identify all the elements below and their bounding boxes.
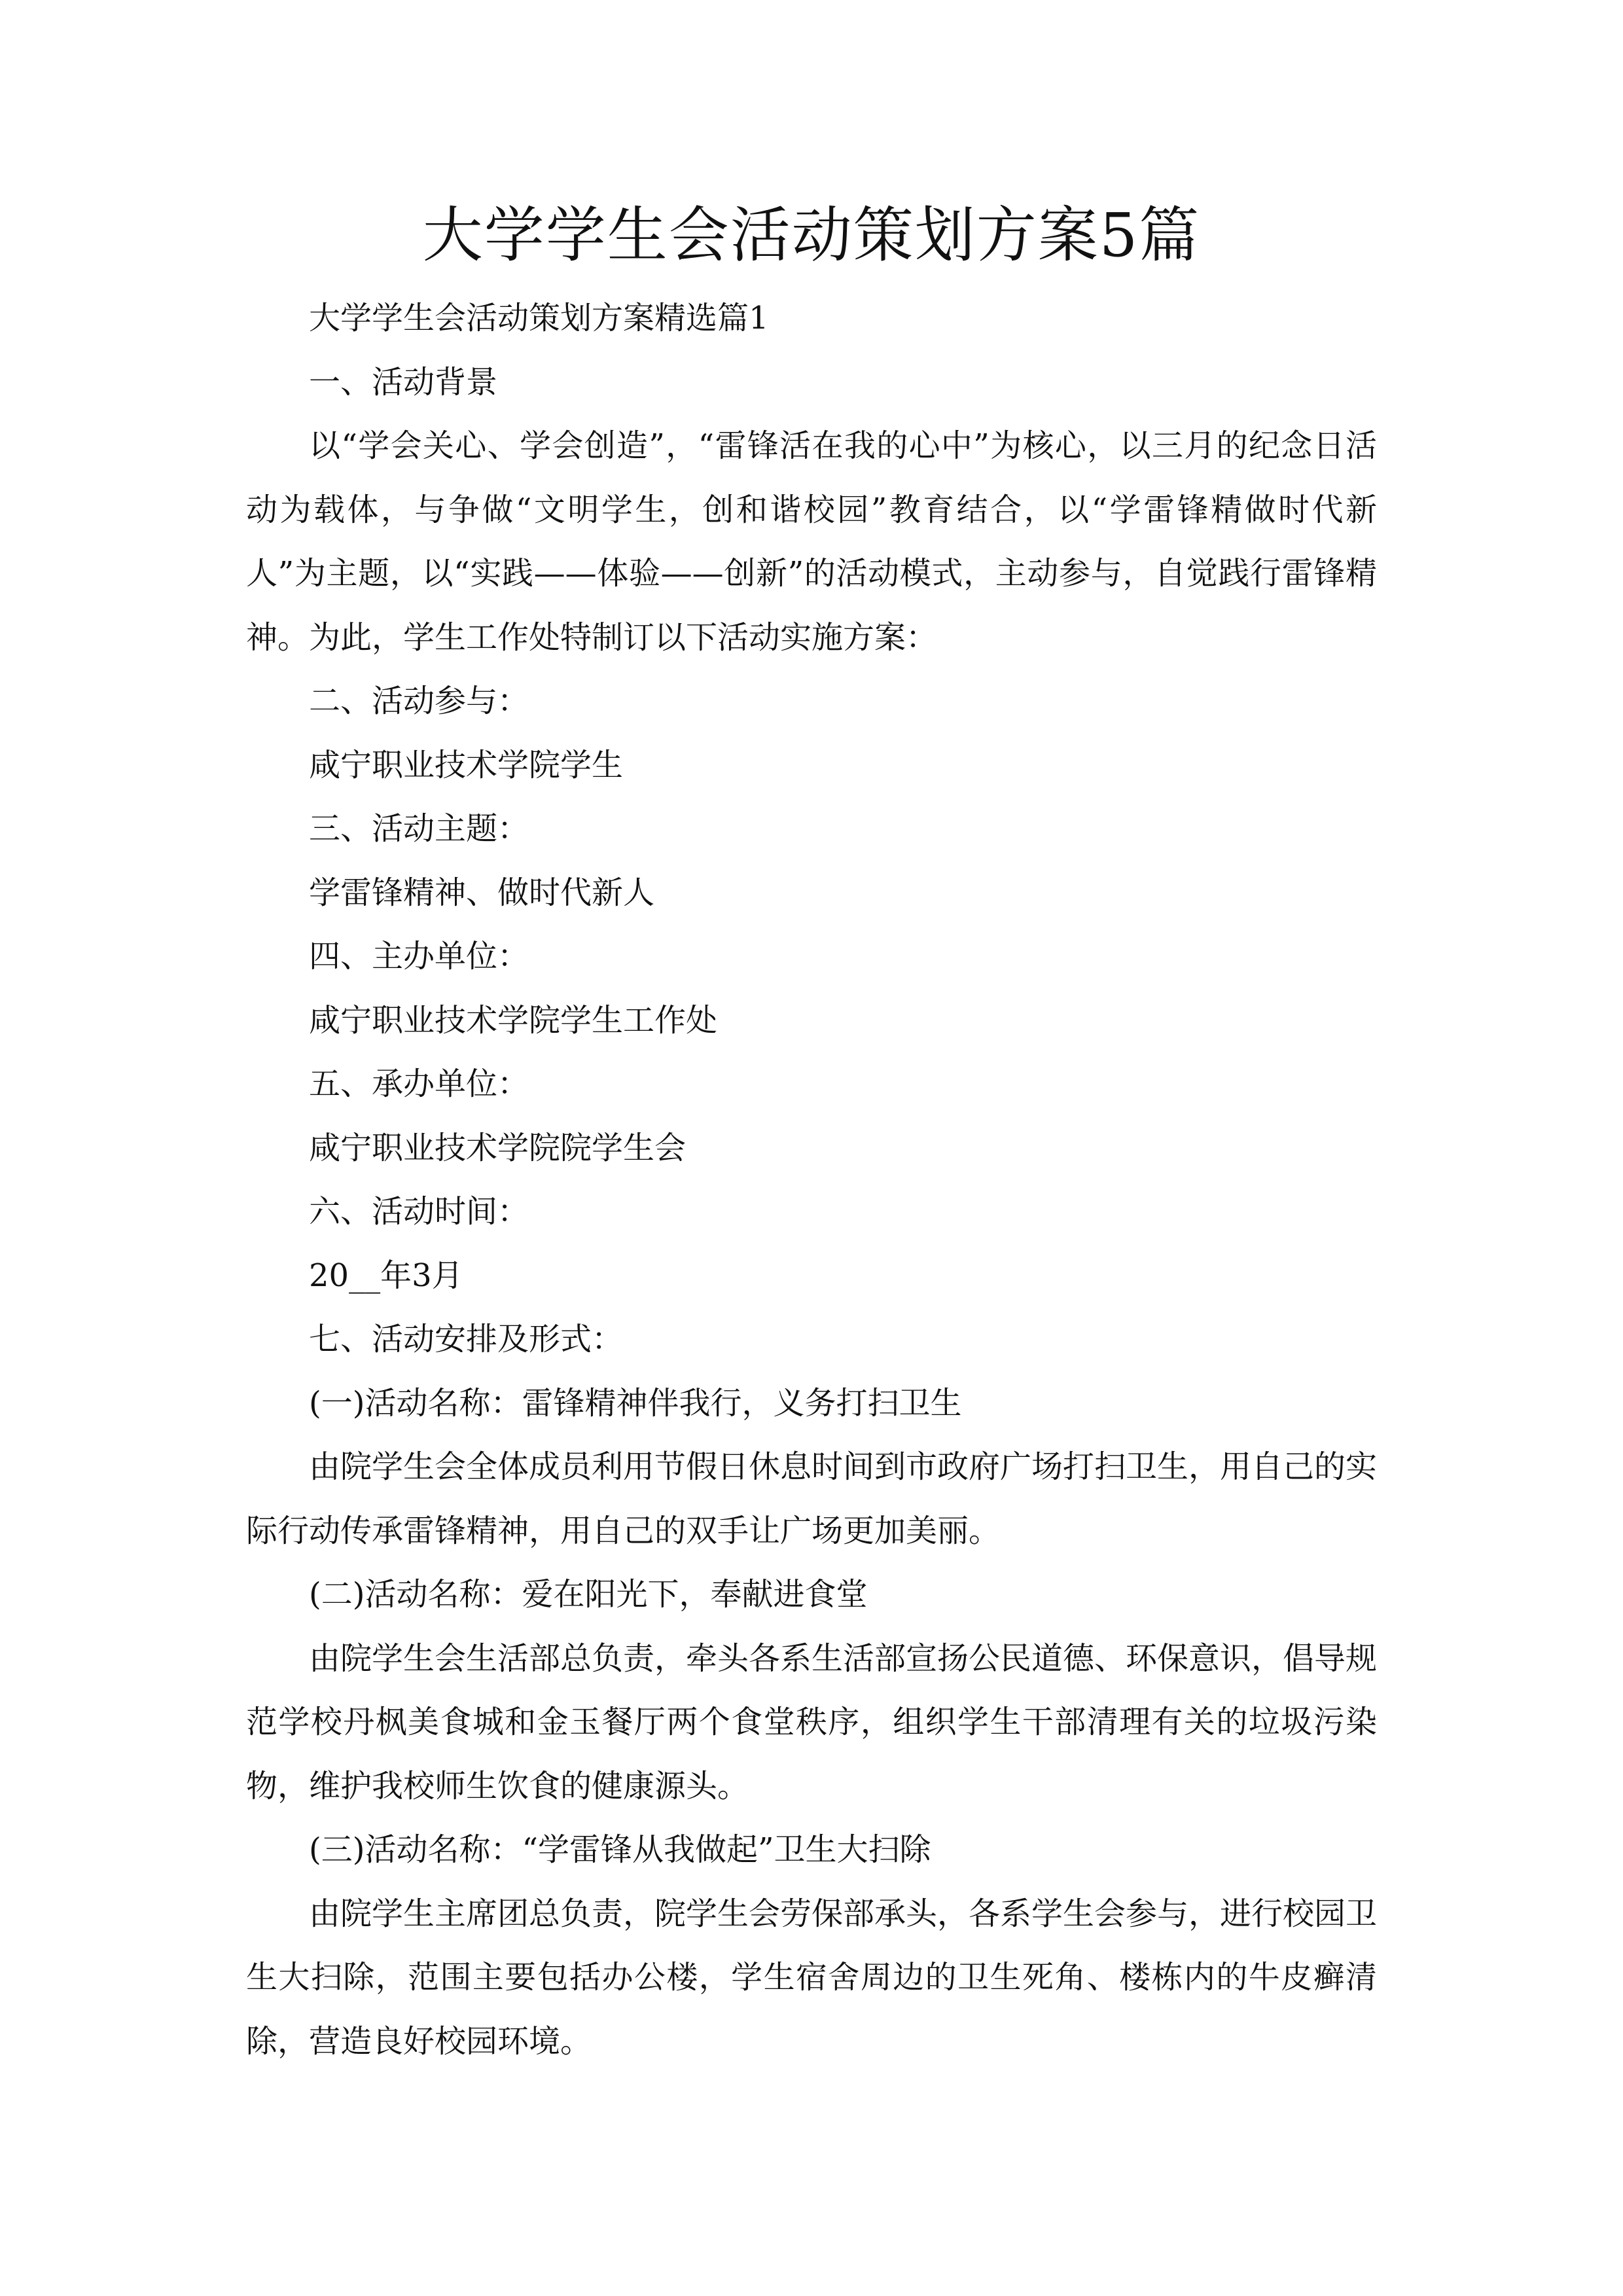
- body-paragraph: 由院学生会全体成员利用节假日休息时间到市政府广场打扫卫生，用自己的实际行动传承雷锋精神，用自己的双手让广场更加美丽。: [246, 1448, 1378, 1549]
- activity-heading: (三)活动名称：“学雷锋从我做起”卫生大扫除: [309, 1831, 931, 1868]
- body-paragraph: 以“学会关心、学会创造”，“雷锋活在我的心中”为核心，以三月的纪念日活动为载体，与争做“文明学生，创和谐校园”教育结合，以“学雷锋精做时代新人”为主题，以“实践——体验——创新”的活动模式，主动参与，自觉践行雷锋精神。为此，学生工作处特制订以下活动实施方案：: [246, 427, 1377, 656]
- body-paragraph: 咸宁职业技术学院学生: [309, 746, 624, 783]
- subsection-heading: 二、活动参与：: [309, 683, 529, 719]
- subsection-heading: 四、主办单位：: [309, 938, 529, 975]
- subsection-heading: 三、活动主题：: [309, 810, 529, 847]
- activity-heading: (一)活动名称：雷锋精神伴我行，义务打扫卫生: [309, 1384, 962, 1422]
- subsection-heading: 五、承办单位：: [309, 1066, 529, 1102]
- document-title: 大学学生会活动策划方案5篇: [422, 200, 1201, 270]
- body-paragraph: 由院学生会生活部总负责，牵头各系生活部宣扬公民道德、环保意识，倡导规范学校丹枫美食城和金玉餐厅两个食堂秩序，组织学生干部清理有关的垃圾污染物，维护我校师生饮食的健康源头。: [246, 1640, 1378, 1804]
- section-heading: 大学学生会活动策划方案精选篇1: [309, 300, 769, 336]
- body-paragraph: 咸宁职业技术学院院学生会: [309, 1129, 687, 1166]
- subsection-heading: 六、活动时间：: [309, 1193, 529, 1230]
- body-paragraph: 咸宁职业技术学院学生工作处: [309, 1001, 718, 1039]
- subsection-heading: 一、活动背景: [309, 363, 498, 401]
- body-paragraph: 由院学生主席团总负责，院学生会劳保部承头，各系学生会参与，进行校园卫生大扫除，范围主要包括办公楼，学生宿舍周边的卫生死角、楼栋内的牛皮癣清除，营造良好校园环境。: [246, 1895, 1378, 2060]
- body-paragraph: 20__年3月: [309, 1257, 463, 1294]
- body-paragraph: 学雷锋精神、做时代新人: [309, 874, 655, 911]
- subsection-heading: 七、活动安排及形式：: [309, 1321, 624, 1357]
- document-body: [246, 287, 1377, 2073]
- activity-heading: (二)活动名称：爱在阳光下，奉献进食堂: [309, 1576, 868, 1613]
